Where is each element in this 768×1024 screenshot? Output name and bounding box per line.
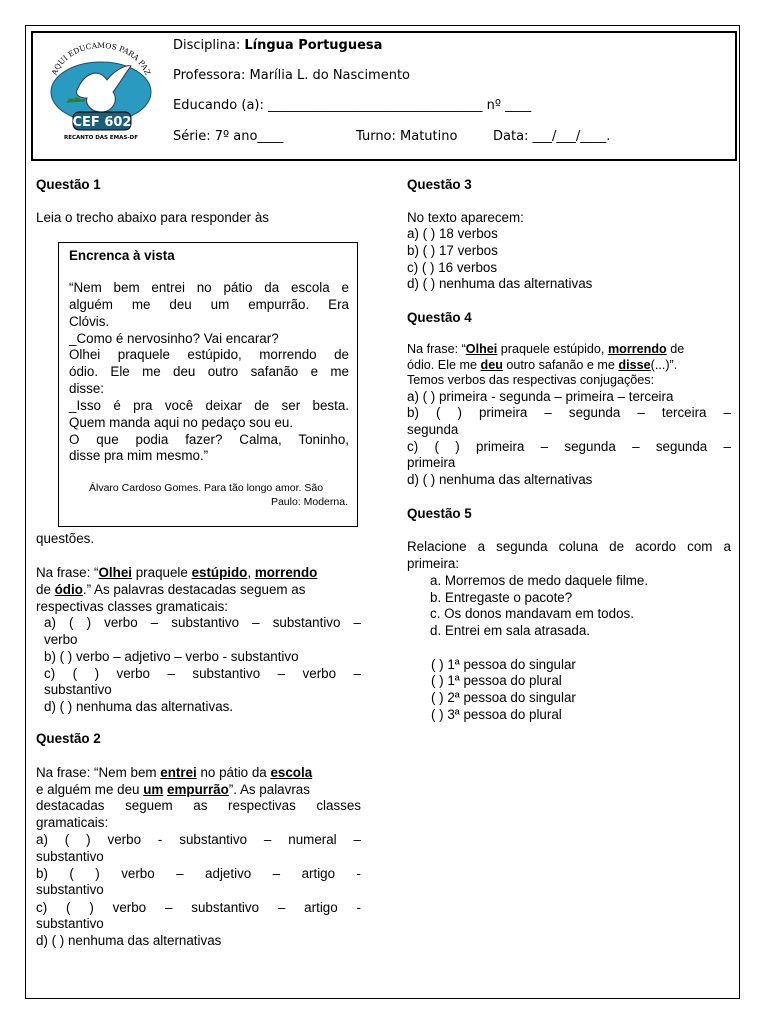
q1-option-d[interactable]: d) ( ) nenhuma das alternativas. <box>44 699 234 714</box>
q4-option-b[interactable]: b) ( ) primeira – segunda – terceira – <box>407 405 731 420</box>
q1-stem-text: praquele <box>132 565 192 580</box>
q4-highlight-word: morrendo <box>607 342 667 356</box>
q2-title: Questão 2 <box>36 731 101 746</box>
q2-highlight-word: empurrão <box>167 782 229 797</box>
q3-stem: No texto aparecem: <box>407 210 524 225</box>
text-line-3: Clóvis. <box>69 314 110 329</box>
q4-highlight-word: deu <box>480 358 503 372</box>
text-box-title: Encrenca à vista <box>69 248 175 263</box>
q5-item-d: d. Entrei em sala atrasada. <box>430 623 591 638</box>
q4-option-d[interactable]: d) ( ) nenhuma das alternativas <box>407 472 593 487</box>
q1-highlight-word: morrendo <box>254 565 318 580</box>
educando-field[interactable]: Educando (a): _________________________________ nº ____ <box>173 98 532 113</box>
q3-title: Questão 3 <box>407 177 472 192</box>
logo-badge <box>73 112 132 130</box>
q1-stem-text: Na frase: “ <box>36 565 99 580</box>
q2-stem-text: ”. As palavras <box>228 782 310 797</box>
q1-stem-text: de <box>36 582 55 597</box>
school-logo <box>47 42 155 142</box>
text-line-5: Olhei praquele estúpido, morrendo de <box>69 347 349 362</box>
q1-option-c-cont: substantivo <box>44 682 112 697</box>
q1-highlight-word: Olhei <box>98 565 132 580</box>
q5-item-a: a. Morremos de medo daquele filme. <box>430 573 649 588</box>
text-line-11: disse pra mim mesmo.” <box>69 448 209 463</box>
q2-stem-line-2 <box>36 782 310 799</box>
q4-highlight-word: Olhei <box>465 342 498 356</box>
q4-option-c-cont: primeira <box>407 455 456 470</box>
q1-option-a[interactable]: a) ( ) verbo – substantivo – substantivo – <box>44 615 361 630</box>
q2-option-c[interactable]: c) ( ) verbo – substantivo – artigo - <box>36 900 361 915</box>
q2-highlight-word: entrei <box>160 765 197 780</box>
q2-stem-line-4: gramaticais: <box>36 815 109 830</box>
text-line-6: ódio. Ele me deu outro safanão e me <box>69 364 349 379</box>
text-source-2: Paulo: Moderna. <box>270 496 348 508</box>
q2-option-a[interactable]: a) ( ) verbo - substantivo – numeral – <box>36 832 361 847</box>
q1-stem-text: .” As palavras destacadas seguem as <box>82 582 306 597</box>
q1-stem-line-1 <box>36 565 317 582</box>
q3-option-b[interactable]: b) ( ) 17 verbos <box>407 243 498 258</box>
q1-stem-line-2 <box>36 582 305 599</box>
q4-option-a[interactable]: a) ( ) primeira - segunda – primeira – terceira <box>407 389 674 404</box>
q5-title: Questão 5 <box>407 506 472 521</box>
q5-item-c: c. Os donos mandavam em todos. <box>430 606 634 621</box>
turno-field: Turno: Matutino <box>356 129 458 144</box>
text-line-9: Quem manda aqui no pedaço sou eu. <box>69 415 294 430</box>
q2-option-a-cont: substantivo <box>36 849 104 864</box>
q5-match-4[interactable]: ( ) 3ª pessoa do plural <box>431 707 562 722</box>
q2-stem-line-1 <box>36 765 312 782</box>
q1-intro: Leia o trecho abaixo para responder às <box>36 210 270 225</box>
q2-option-d[interactable]: d) ( ) nenhuma das alternativas <box>36 933 222 948</box>
disciplina-line <box>173 38 382 54</box>
q4-option-b-cont: segunda <box>407 422 459 437</box>
q2-option-c-cont: substantivo <box>36 916 104 931</box>
q1-highlight-word: ódio <box>54 582 83 597</box>
disciplina-label: Disciplina: <box>173 38 245 53</box>
q1-stem-text: , <box>247 565 255 580</box>
text-line-8: _Isso é pra você deixar de ser besta. <box>69 398 349 413</box>
disciplina-value: Língua Portuguesa <box>244 38 383 53</box>
svg-text:CEF 602: CEF 602 <box>72 115 132 130</box>
serie-field[interactable]: Série: 7º ano____ <box>173 129 284 144</box>
text-line-2: alguém me deu um empurrão. Era <box>69 297 349 312</box>
q5-match-2[interactable]: ( ) 1ª pessoa do plural <box>431 673 562 688</box>
q1-stem-line-3: respectivas classes gramaticais: <box>36 599 228 614</box>
q4-option-c[interactable]: c) ( ) primeira – segunda – segunda – <box>407 439 731 454</box>
q1-option-a-cont: verbo <box>44 632 78 647</box>
q2-stem-text: e alguém me deu <box>36 782 144 797</box>
q4-stem-line-3: Temos verbos das respectivas conjugações: <box>407 373 655 387</box>
q4-stem-text: (...)”. <box>650 358 678 372</box>
q5-match-1[interactable]: ( ) 1ª pessoa do singular <box>431 657 576 672</box>
q1-option-c[interactable]: c) ( ) verbo – substantivo – verbo – <box>44 666 361 681</box>
text-line-1: “Nem bem entrei no pátio da escola e <box>69 280 349 295</box>
q1-option-b[interactable]: b) ( ) verbo – adjetivo – verbo - substantivo <box>44 649 299 664</box>
text-line-10: O que podia fazer? Calma, Toninho, <box>69 432 349 447</box>
q5-match-3[interactable]: ( ) 2ª pessoa do singular <box>431 690 576 705</box>
q5-stem-line-1: Relacione a segunda coluna de acordo com a <box>407 539 731 554</box>
q2-stem-line-3: destacadas seguem as respectivas classes <box>36 798 361 813</box>
q2-option-b-cont: substantivo <box>36 882 104 897</box>
q1-intro-cont: questões. <box>36 531 95 546</box>
q4-title: Questão 4 <box>407 310 472 325</box>
data-field[interactable]: Data: ___/___/____. <box>493 129 611 144</box>
q1-title: Questão 1 <box>36 177 101 192</box>
q4-stem-text: praquele estúpido, <box>497 342 608 356</box>
q2-stem-text: Na frase: “Nem bem <box>36 765 161 780</box>
q1-highlight-word: estúpido <box>191 565 248 580</box>
q2-highlight-word: um <box>143 782 164 797</box>
q2-option-b[interactable]: b) ( ) verbo – adjetivo – artigo - <box>36 866 361 881</box>
q4-highlight-word: disse <box>618 358 651 372</box>
text-line-4: _Como é nervosinho? Vai encarar? <box>69 331 279 346</box>
logo-bottom-text: RECANTO DAS EMAS-DF <box>64 135 138 141</box>
q4-stem-text: de <box>666 342 685 356</box>
q2-highlight-word: escola <box>270 765 313 780</box>
q5-item-b: b. Entregaste o pacote? <box>430 590 573 605</box>
q5-stem-line-2: primeira: <box>407 556 460 571</box>
q4-stem-text: outro safanão e me <box>502 358 619 372</box>
q4-stem-text: ódio. Ele me <box>407 358 481 372</box>
q4-stem-line-1 <box>407 341 684 358</box>
logo-top-text: AQUI EDUCAMOS PARA PAZ <box>49 42 153 77</box>
text-line-7: disse: <box>69 381 104 396</box>
professora-line: Professora: Marília L. do Nascimento <box>173 68 411 83</box>
q2-stem-text: no pátio da <box>196 765 271 780</box>
text-source-1: Álvaro Cardoso Gomes. Para tão longo amor. São <box>89 482 324 494</box>
q4-stem-text: Na frase: “ <box>407 342 466 356</box>
q3-option-a[interactable]: a) ( ) 18 verbos <box>407 226 498 241</box>
q3-option-d[interactable]: d) ( ) nenhuma das alternativas <box>407 276 593 291</box>
q3-option-c[interactable]: c) ( ) 16 verbos <box>407 260 498 275</box>
